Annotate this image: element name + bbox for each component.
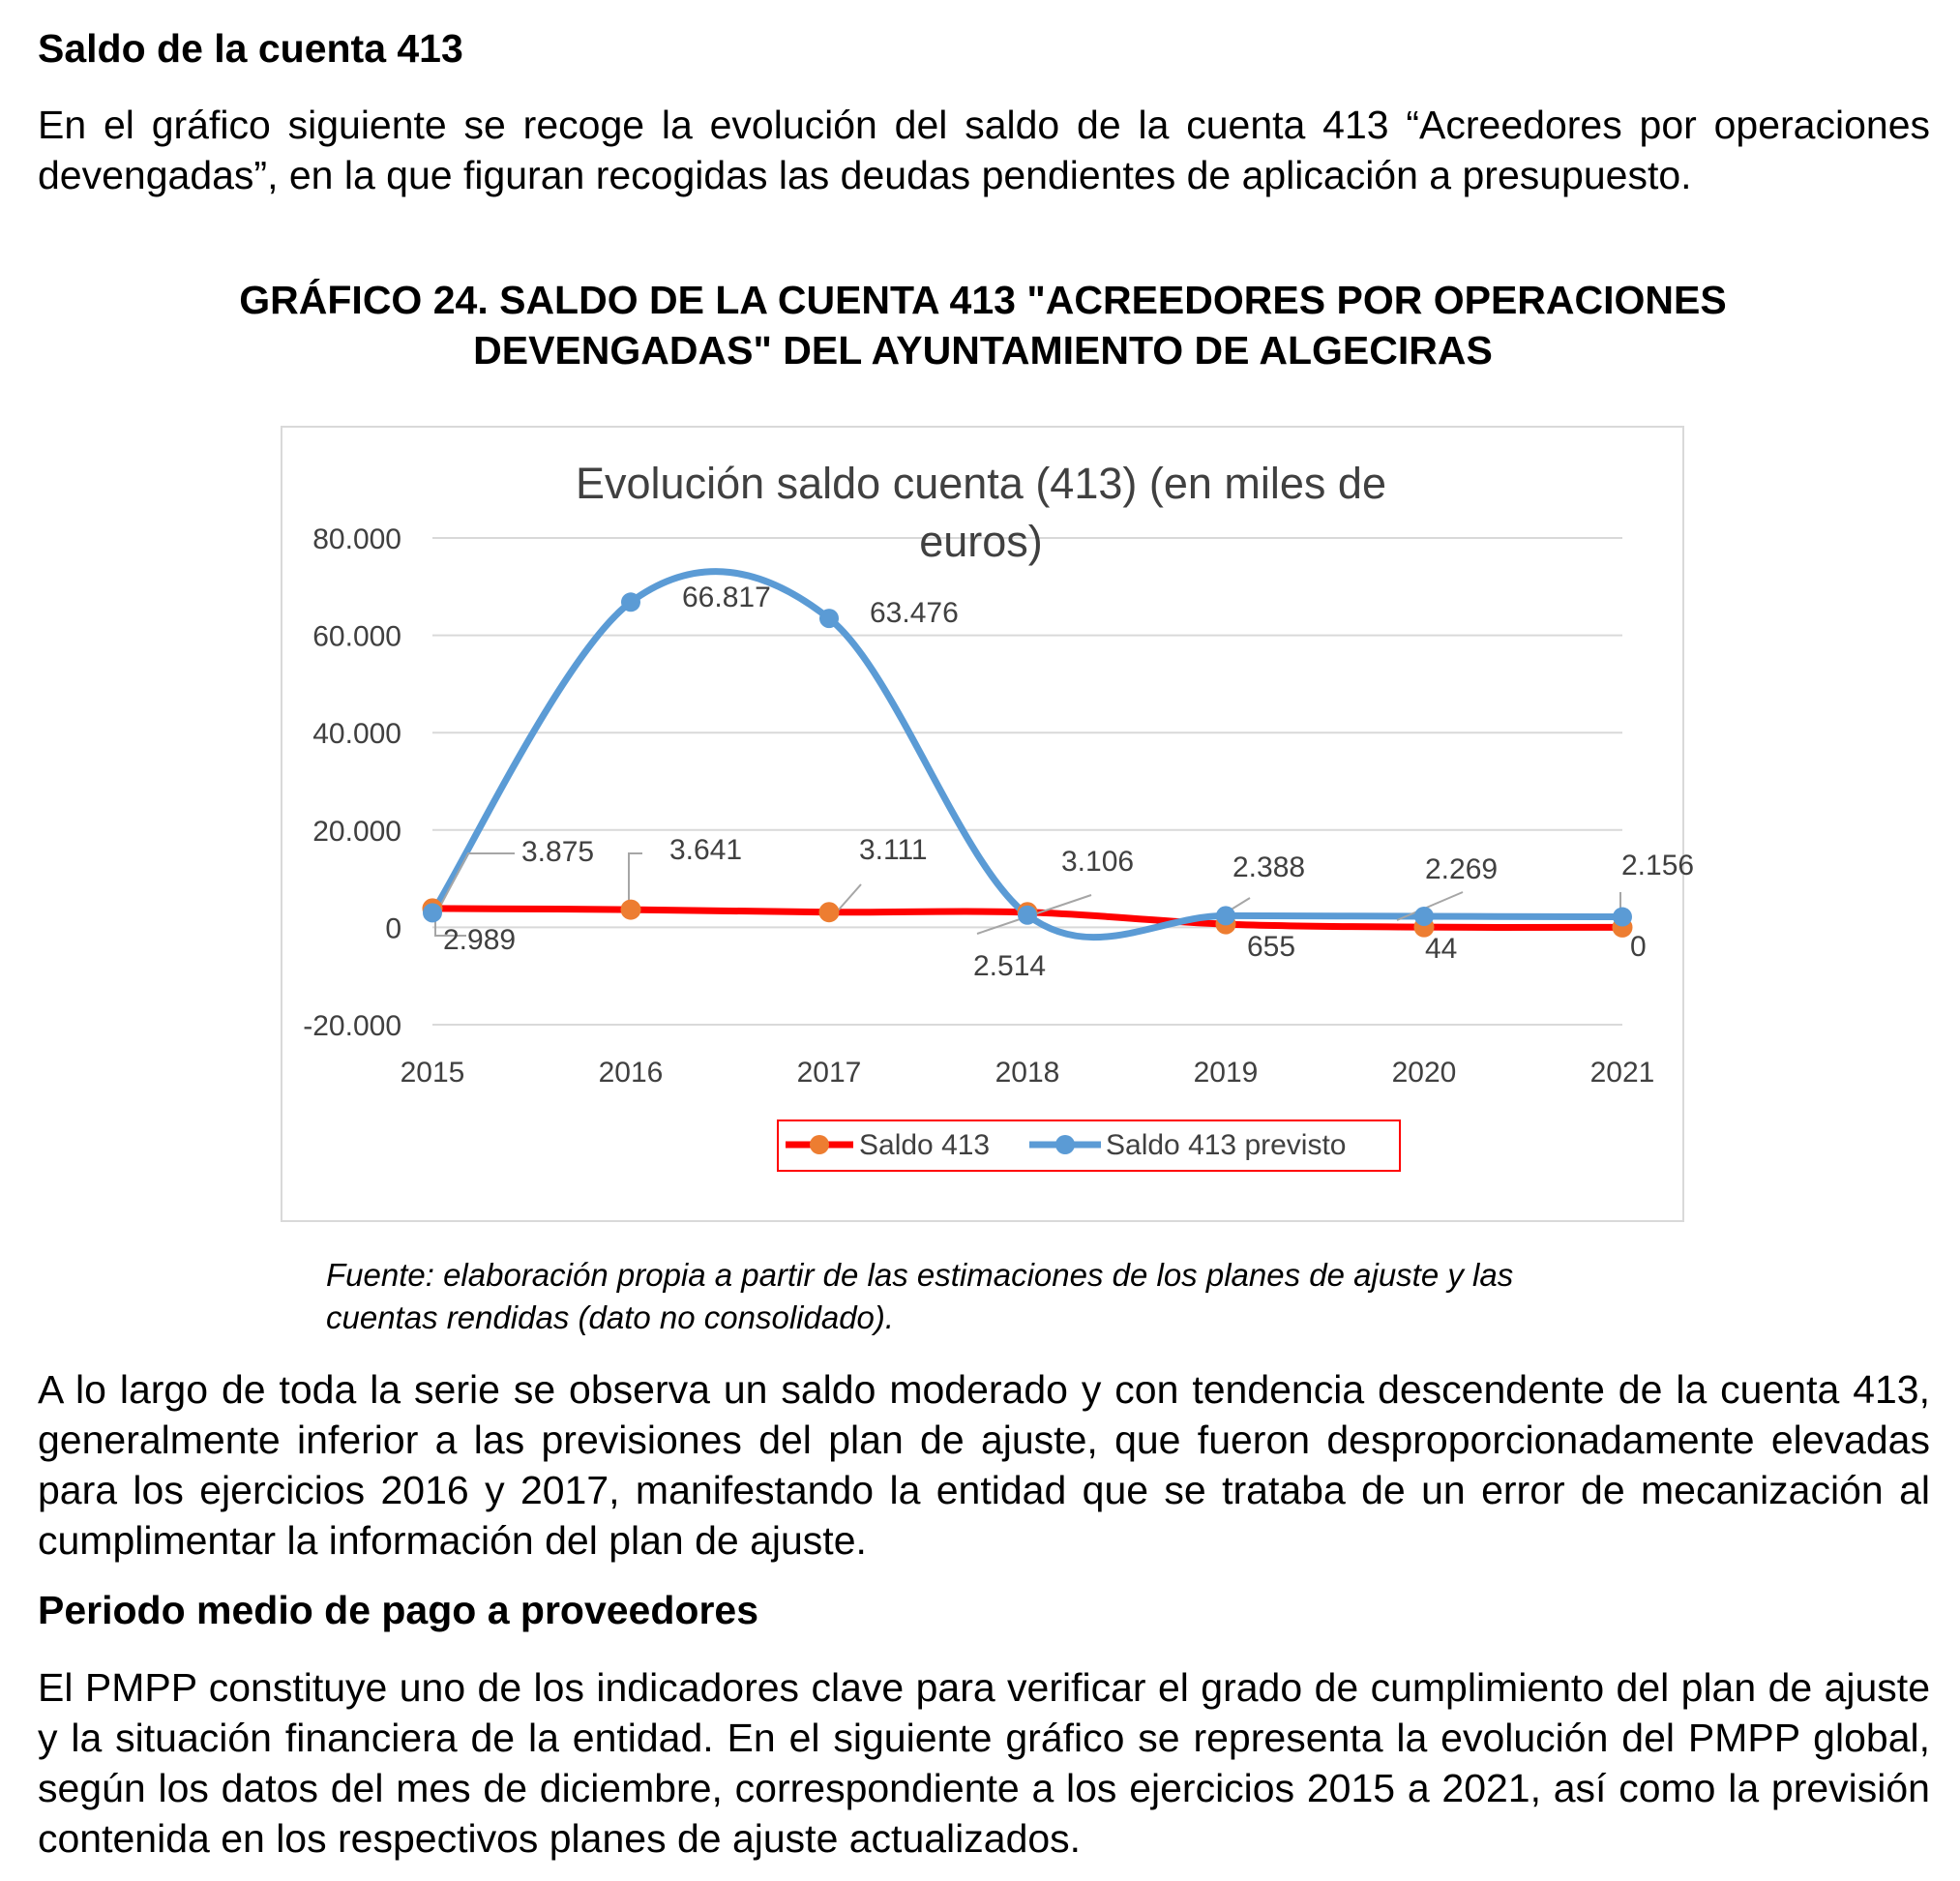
legend-marker-saldo-413-previsto bbox=[1055, 1135, 1075, 1154]
x-tick-label: 2016 bbox=[598, 1057, 664, 1089]
y-tick-label: 20.000 bbox=[312, 815, 401, 848]
data-label-saldo-413: 3.106 bbox=[1061, 846, 1135, 878]
data-label-saldo-413-previsto: 2.156 bbox=[1621, 850, 1695, 881]
x-tick-label: 2019 bbox=[1193, 1057, 1259, 1089]
y-tick-label: 60.000 bbox=[312, 620, 401, 653]
figure-source bbox=[326, 1254, 1729, 1339]
x-tick-label: 2015 bbox=[400, 1057, 465, 1089]
data-label-saldo-413: 3.875 bbox=[521, 836, 595, 868]
marker-saldo-413-previsto bbox=[621, 592, 640, 612]
chart-container bbox=[281, 426, 1695, 1222]
source-line2: cuentas rendidas (dato no consolidado). bbox=[326, 1299, 895, 1335]
marker-saldo-413 bbox=[819, 903, 839, 922]
marker-saldo-413-previsto bbox=[819, 609, 839, 628]
legend-label-saldo-413: Saldo 413 bbox=[859, 1129, 991, 1161]
marker-saldo-413-previsto bbox=[423, 903, 442, 922]
marker-saldo-413-previsto bbox=[1018, 906, 1037, 925]
figure-title-line1: GRÁFICO 24. SALDO DE LA CUENTA 413 "ACREEDORES POR OPERACIONES bbox=[239, 278, 1727, 322]
data-label-saldo-413-previsto: 2.269 bbox=[1425, 853, 1499, 885]
marker-saldo-413 bbox=[621, 900, 640, 919]
data-label-saldo-413-previsto: 63.476 bbox=[870, 597, 959, 629]
legend-label-saldo-413-previsto: Saldo 413 previsto bbox=[1106, 1129, 1347, 1161]
y-tick-label: -20.000 bbox=[303, 1010, 401, 1042]
x-tick-label: 2017 bbox=[796, 1057, 862, 1089]
chart-title-line1: Evolución saldo cuenta (413) (en miles de bbox=[576, 459, 1386, 508]
data-label-saldo-413: 44 bbox=[1425, 933, 1458, 965]
line-chart bbox=[282, 428, 1695, 1220]
y-tick-label: 40.000 bbox=[312, 718, 401, 751]
conclusion-paragraph: A lo largo de toda la serie se observa un saldo moderado y con tendencia descendente de la cuenta 413, generalmente inferior a las previsiones del plan de ajuste, que fueron desproporcionadamente elevadas para los ejercicios 2016 y 2017, manifestando la entidad que se trataba de un error de mecanización al cumplimentar la información del plan de ajuste. bbox=[38, 1367, 1930, 1563]
data-labels bbox=[443, 582, 1694, 982]
data-label-saldo-413-previsto: 2.989 bbox=[443, 924, 517, 956]
x-tick-label: 2018 bbox=[995, 1057, 1060, 1089]
y-tick-label: 80.000 bbox=[312, 523, 401, 555]
legend bbox=[778, 1120, 1400, 1171]
source-line1: Fuente: elaboración propia a partir de las estimaciones de los planes de ajuste y las bbox=[326, 1257, 1514, 1293]
marker-saldo-413-previsto bbox=[1414, 907, 1434, 926]
y-tick-label: 0 bbox=[385, 912, 401, 945]
marker-saldo-413-previsto bbox=[1216, 906, 1235, 925]
data-label-saldo-413: 3.111 bbox=[859, 834, 928, 866]
figure-title-line2: DEVENGADAS" DEL AYUNTAMIENTO DE ALGECIRAS bbox=[473, 328, 1493, 373]
figure-title bbox=[135, 275, 1830, 375]
x-tick-label: 2021 bbox=[1589, 1057, 1655, 1089]
intro-paragraph: En el gráfico siguiente se recoge la evolución del saldo de la cuenta 413 “Acreedores por operaciones devengadas”, en la que figuran recogidas las deudas pendientes de aplicación a presupuesto. bbox=[38, 103, 1930, 197]
data-label-saldo-413: 0 bbox=[1630, 931, 1647, 963]
legend-marker-saldo-413 bbox=[810, 1135, 829, 1154]
x-tick-label: 2020 bbox=[1391, 1057, 1457, 1089]
marker-saldo-413-previsto bbox=[1613, 908, 1632, 927]
chart-title-line2: euros) bbox=[919, 517, 1043, 566]
data-label-saldo-413: 655 bbox=[1247, 931, 1296, 963]
data-label-saldo-413: 3.641 bbox=[669, 834, 743, 866]
data-label-saldo-413-previsto: 66.817 bbox=[682, 582, 771, 613]
data-label-saldo-413-previsto: 2.388 bbox=[1232, 851, 1306, 883]
section-heading-saldo-413: Saldo de la cuenta 413 bbox=[38, 26, 463, 71]
section-heading-pmpp: Periodo medio de pago a proveedores bbox=[38, 1588, 759, 1632]
data-label-saldo-413-previsto: 2.514 bbox=[973, 950, 1047, 982]
axis-labels bbox=[303, 523, 1654, 1089]
pmpp-paragraph: El PMPP constituye uno de los indicadores clave para verificar el grado de cumplimiento del plan de ajuste y la situación financiera de la entidad. En el siguiente gráfico se representa la evolución del PMPP global, según los datos del mes de diciembre, correspondiente a los ejercicios 2015 a 2021, así como la previsión contenida en los respectivos planes de ajuste actualizados. bbox=[38, 1665, 1930, 1861]
